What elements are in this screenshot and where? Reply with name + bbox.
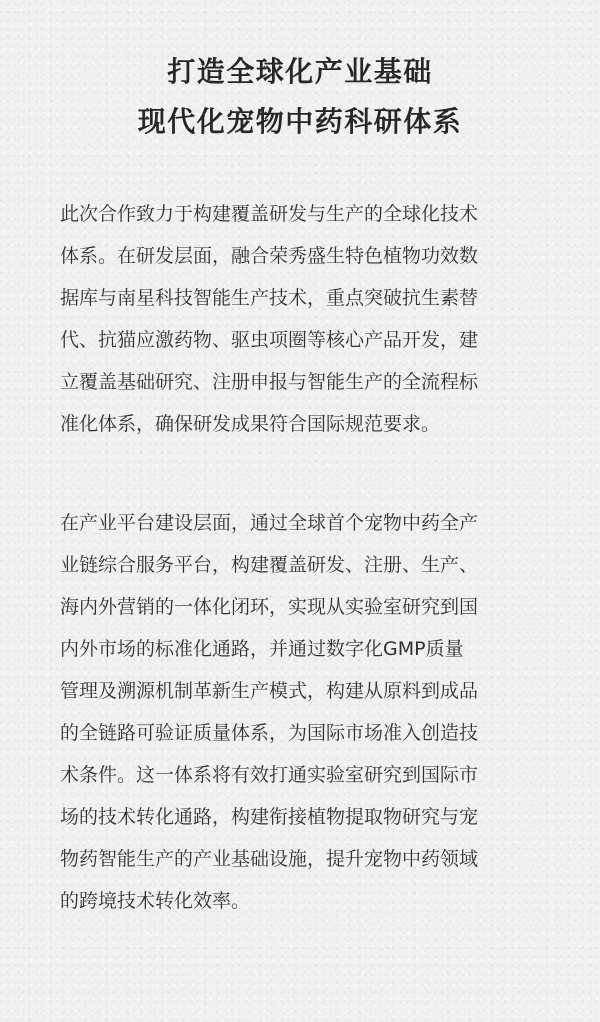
paragraph-line: 在产业平台建设层面，通过全球首个宠物中药全产	[60, 512, 479, 534]
paragraph-line: 场的技术转化通路，构建衔接植物提取物研究与宠	[60, 806, 479, 828]
paragraph-line: 此次合作致力于构建覆盖研发与生产的全球化技术	[60, 203, 479, 225]
paragraph-line: 代、抗猫应激药物、驱虫项圈等核心产品开发，建	[60, 329, 479, 351]
paragraph-line: 体系。在研发层面，融合荣秀盛生特色植物功效数	[60, 245, 479, 267]
paragraph-line: 据库与南星科技智能生产技术，重点突破抗生素替	[60, 287, 479, 309]
paragraph-line: 内外市场的标准化通路，并通过数字化GMP质量	[60, 638, 464, 660]
paragraph-line: 立覆盖基础研究、注册申报与智能生产的全流程标	[60, 371, 479, 393]
title-line-2: 现代化宠物中药科研体系	[137, 105, 463, 138]
title-line-1: 打造全球化产业基础	[167, 55, 433, 88]
paragraph-line: 术条件。这一体系将有效打通实验室研究到国际市	[60, 764, 479, 786]
paragraph-line: 物药智能生产的产业基础设施，提升宠物中药领域	[60, 848, 479, 870]
article-title	[0, 47, 600, 147]
paragraph-line: 海内外营销的一体化闭环，实现从实验室研究到国	[60, 596, 479, 618]
paragraph-line: 的全链路可验证质量体系，为国际市场准入创造技	[60, 722, 479, 744]
paragraph-research	[60, 193, 542, 445]
paragraph-line: 的跨境技术转化效率。	[60, 890, 251, 912]
paragraph-line: 准化体系，确保研发成果符合国际规范要求。	[60, 413, 441, 435]
paragraph-platform	[60, 502, 542, 922]
paragraph-line: 业链综合服务平台，构建覆盖研发、注册、生产、	[60, 554, 479, 576]
paragraph-line: 管理及溯源机制革新生产模式，构建从原料到成品	[60, 680, 479, 702]
